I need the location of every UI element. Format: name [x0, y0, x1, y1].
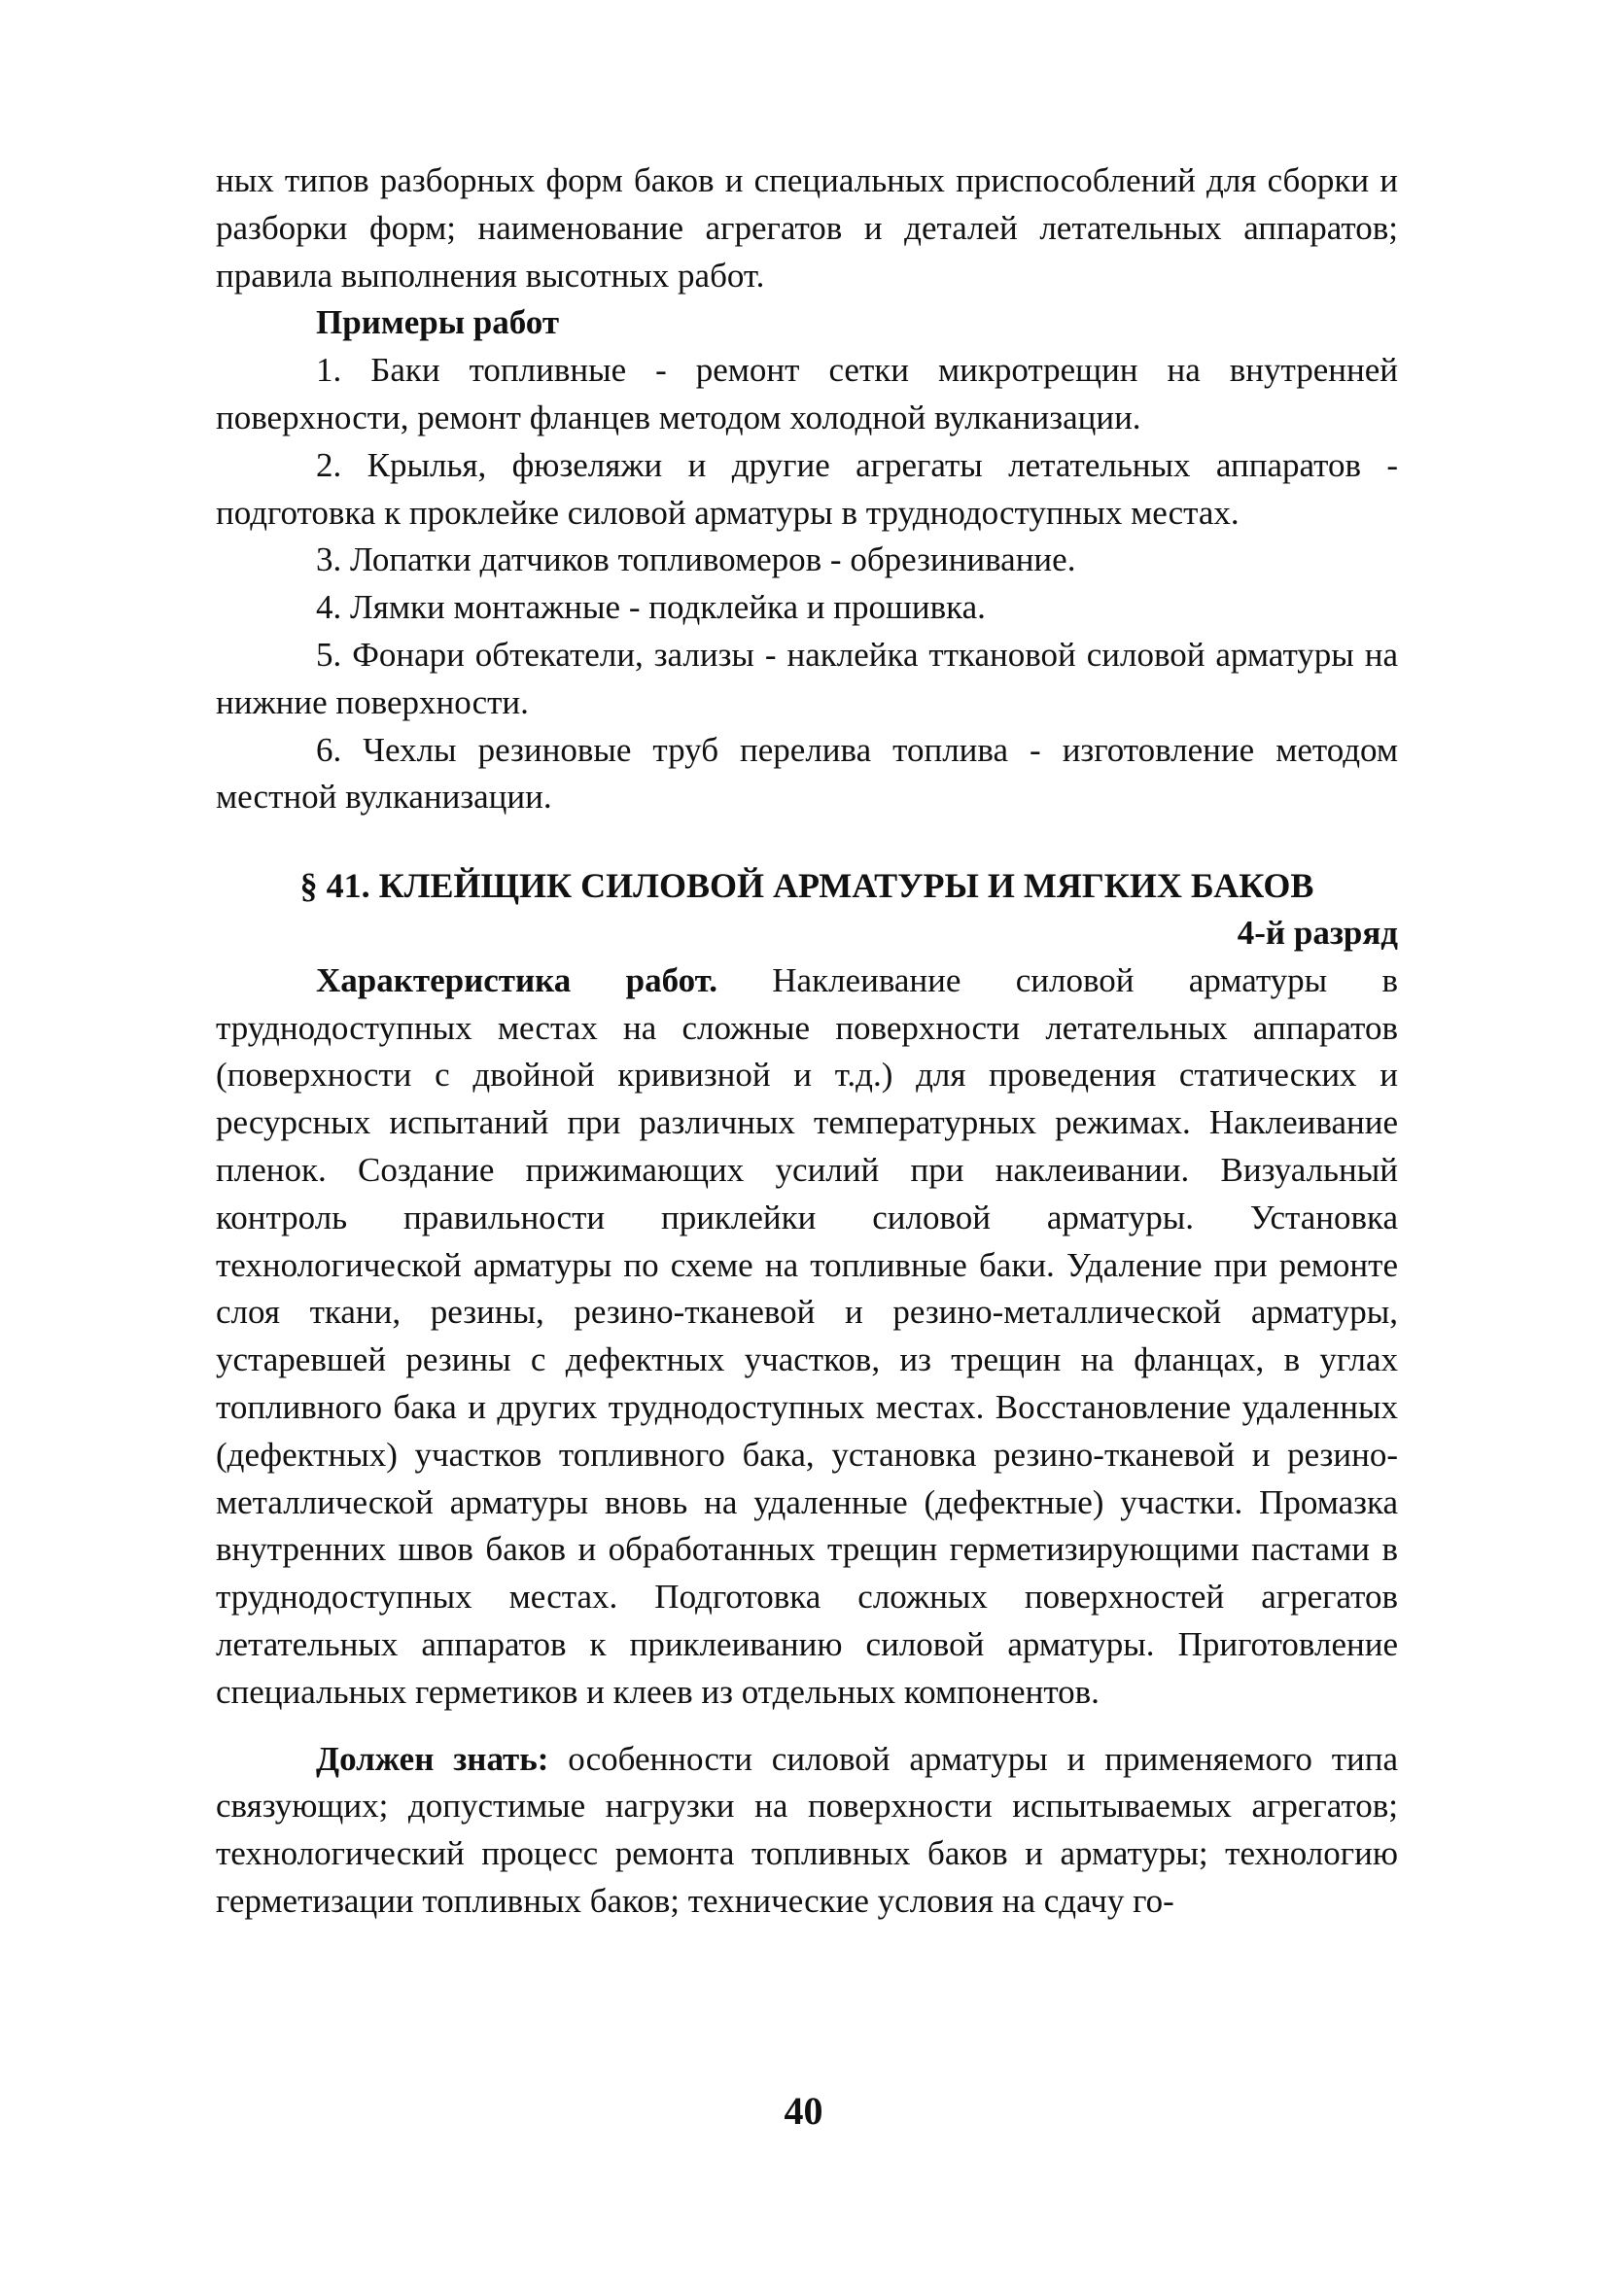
characteristic-label: Характеристика работ.	[316, 960, 717, 999]
document-page	[216, 157, 1398, 1926]
knowledge-label: Должен знать:	[316, 1739, 549, 1778]
examples-heading: Примеры работ	[316, 303, 560, 342]
characteristic-paragraph	[216, 957, 1398, 1717]
example-item-4: 4. Лямки монтажные - подклейка и прошивка.	[316, 588, 986, 627]
section-title: § 41. КЛЕЙЩИК СИЛОВОЙ АРМАТУРЫ И МЯГКИХ БАКОВ	[299, 866, 1314, 906]
knowledge-text: особенности силовой арматуры и применяемого типа связующих; допустимые нагрузки на поверхности испытываемых агрегатов; технологический процесс ремонта топливных баков и арматуры; технологию герметизации топливных баков; технические условия на сдачу го-	[216, 1739, 1398, 1920]
characteristic-text: Наклеивание силовой арматуры в труднодоступных местах на сложные поверхности летательных аппаратов (поверхности с двойной кривизной и т.д.) для проведения статических и ресурсных испытаний при различных температурных режимах. Наклеивание пленок. Создание прижимающих усилий при наклеивании. Визуальный контроль правильности приклейки силовой арматуры. Установка технологической арматуры по схеме на топливные баки. Удаление при ремонте слоя ткани, резины, резино-тканевой и резино-металлической арматуры, устаревшей резины с дефектных участков, из трещин на фланцах, в углах топливного бака и других труднодоступных местах. Восстановление удаленных (дефектных) участков топливного бака, установка резино-тканевой и резино-металлической арматуры вновь на удаленные (дефектные) участки. Промазка внутренних швов баков и обработанных трещин герметизирующими пастами в труднодоступных местах. Подготовка сложных поверхностей агрегатов летательных аппаратов к приклеиванию силовой арматуры. Приготовление специальных герметиков и клеев из отдельных компонентов.	[216, 960, 1399, 1711]
example-item-2: 2. Крылья, фюзеляжи и другие агрегаты летательных аппаратов - подготовка к проклейке силовой арматуры в труднодоступных местах.	[216, 445, 1398, 532]
example-item-1: 1. Баки топливные - ремонт сетки микротрещин на внутренней поверхности, ремонт фланцев методом холодной вулканизации.	[216, 351, 1398, 436]
section-rank: 4-й разряд	[1237, 913, 1398, 952]
example-item-3: 3. Лопатки датчиков топливомеров - обрезинивание.	[316, 540, 1076, 579]
knowledge-paragraph	[216, 1736, 1398, 1926]
example-item-6: 6. Чехлы резиновые труб перелива топлива - изготовление методом местной вулканизации.	[216, 730, 1398, 817]
example-item-5: 5. Фонари обтекатели, зализы - наклейка тткановой силовой арматуры на нижние поверхности.	[216, 635, 1398, 721]
page-number: 40	[784, 2089, 823, 2133]
intro-paragraph: ных типов разборных форм баков и специальных приспособлений для сборки и разборки форм; наименование агрегатов и деталей летательных аппаратов; правила выполнения высотных работ.	[216, 161, 1398, 295]
